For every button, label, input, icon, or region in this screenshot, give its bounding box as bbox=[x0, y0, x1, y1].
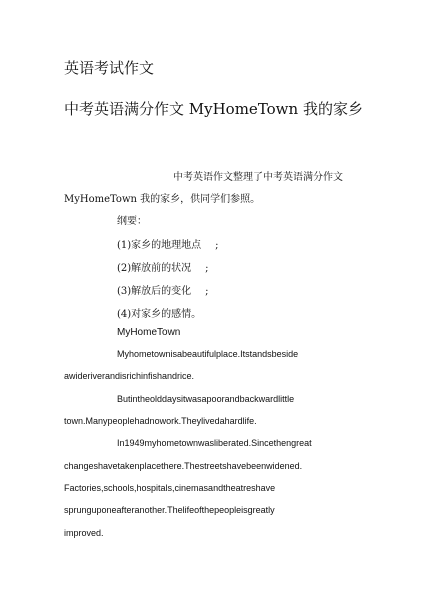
outline-item-text: (4)对家乡的感情。 bbox=[117, 309, 202, 320]
outline-item-text: (3)解放后的变化 bbox=[117, 286, 192, 297]
essay-line: Myhometownisabeautifulplace.Itstandsbeside bbox=[117, 349, 299, 359]
essay-line: changeshavetakenplacethere.Thestreetshavebeenwidened. bbox=[64, 461, 303, 471]
intro-line-1: 中考英语作文整理了中考英语满分作文 bbox=[173, 172, 343, 183]
outline-item-text: (1)家乡的地理地点 bbox=[117, 240, 202, 251]
essay-line: Factories,schools,hospitals,cinemasandtheatreshave bbox=[64, 483, 276, 493]
essay-line: town.Manypeoplehadnowork.Theylivedahardlife. bbox=[64, 416, 257, 426]
outline-label: 纲要： bbox=[117, 216, 147, 227]
essay-line: sprunguponeafteranother.Thelifeofthepeopleisgreatly bbox=[64, 505, 275, 515]
essay-line: In1949myhometownwasliberated.Sincethengreat bbox=[117, 438, 312, 448]
outline-item-text: (2)解放前的状况 bbox=[117, 263, 192, 274]
document-heading: 英语考试作文 bbox=[64, 59, 155, 77]
outline-item bbox=[117, 236, 219, 251]
outline-item-separator: ; bbox=[205, 286, 209, 297]
essay-line: improved. bbox=[64, 528, 104, 538]
outline-item-separator: ; bbox=[215, 240, 219, 251]
essay-title: MyHomeTown bbox=[117, 327, 181, 338]
outline-item-separator: ; bbox=[205, 263, 209, 274]
outline-item bbox=[117, 282, 209, 297]
outline-item bbox=[117, 259, 209, 274]
essay-line: Butintheolddaysitwasapoorandbackwardlittle bbox=[117, 394, 295, 404]
outline-item bbox=[117, 305, 215, 320]
essay-line: awideriverandisrichinfishandrice. bbox=[64, 371, 195, 381]
article-title: 中考英语满分作文 MyHomeTown 我的家乡 bbox=[64, 100, 363, 118]
intro-line-2: MyHomeTown 我的家乡，供同学们参照。 bbox=[64, 194, 261, 205]
